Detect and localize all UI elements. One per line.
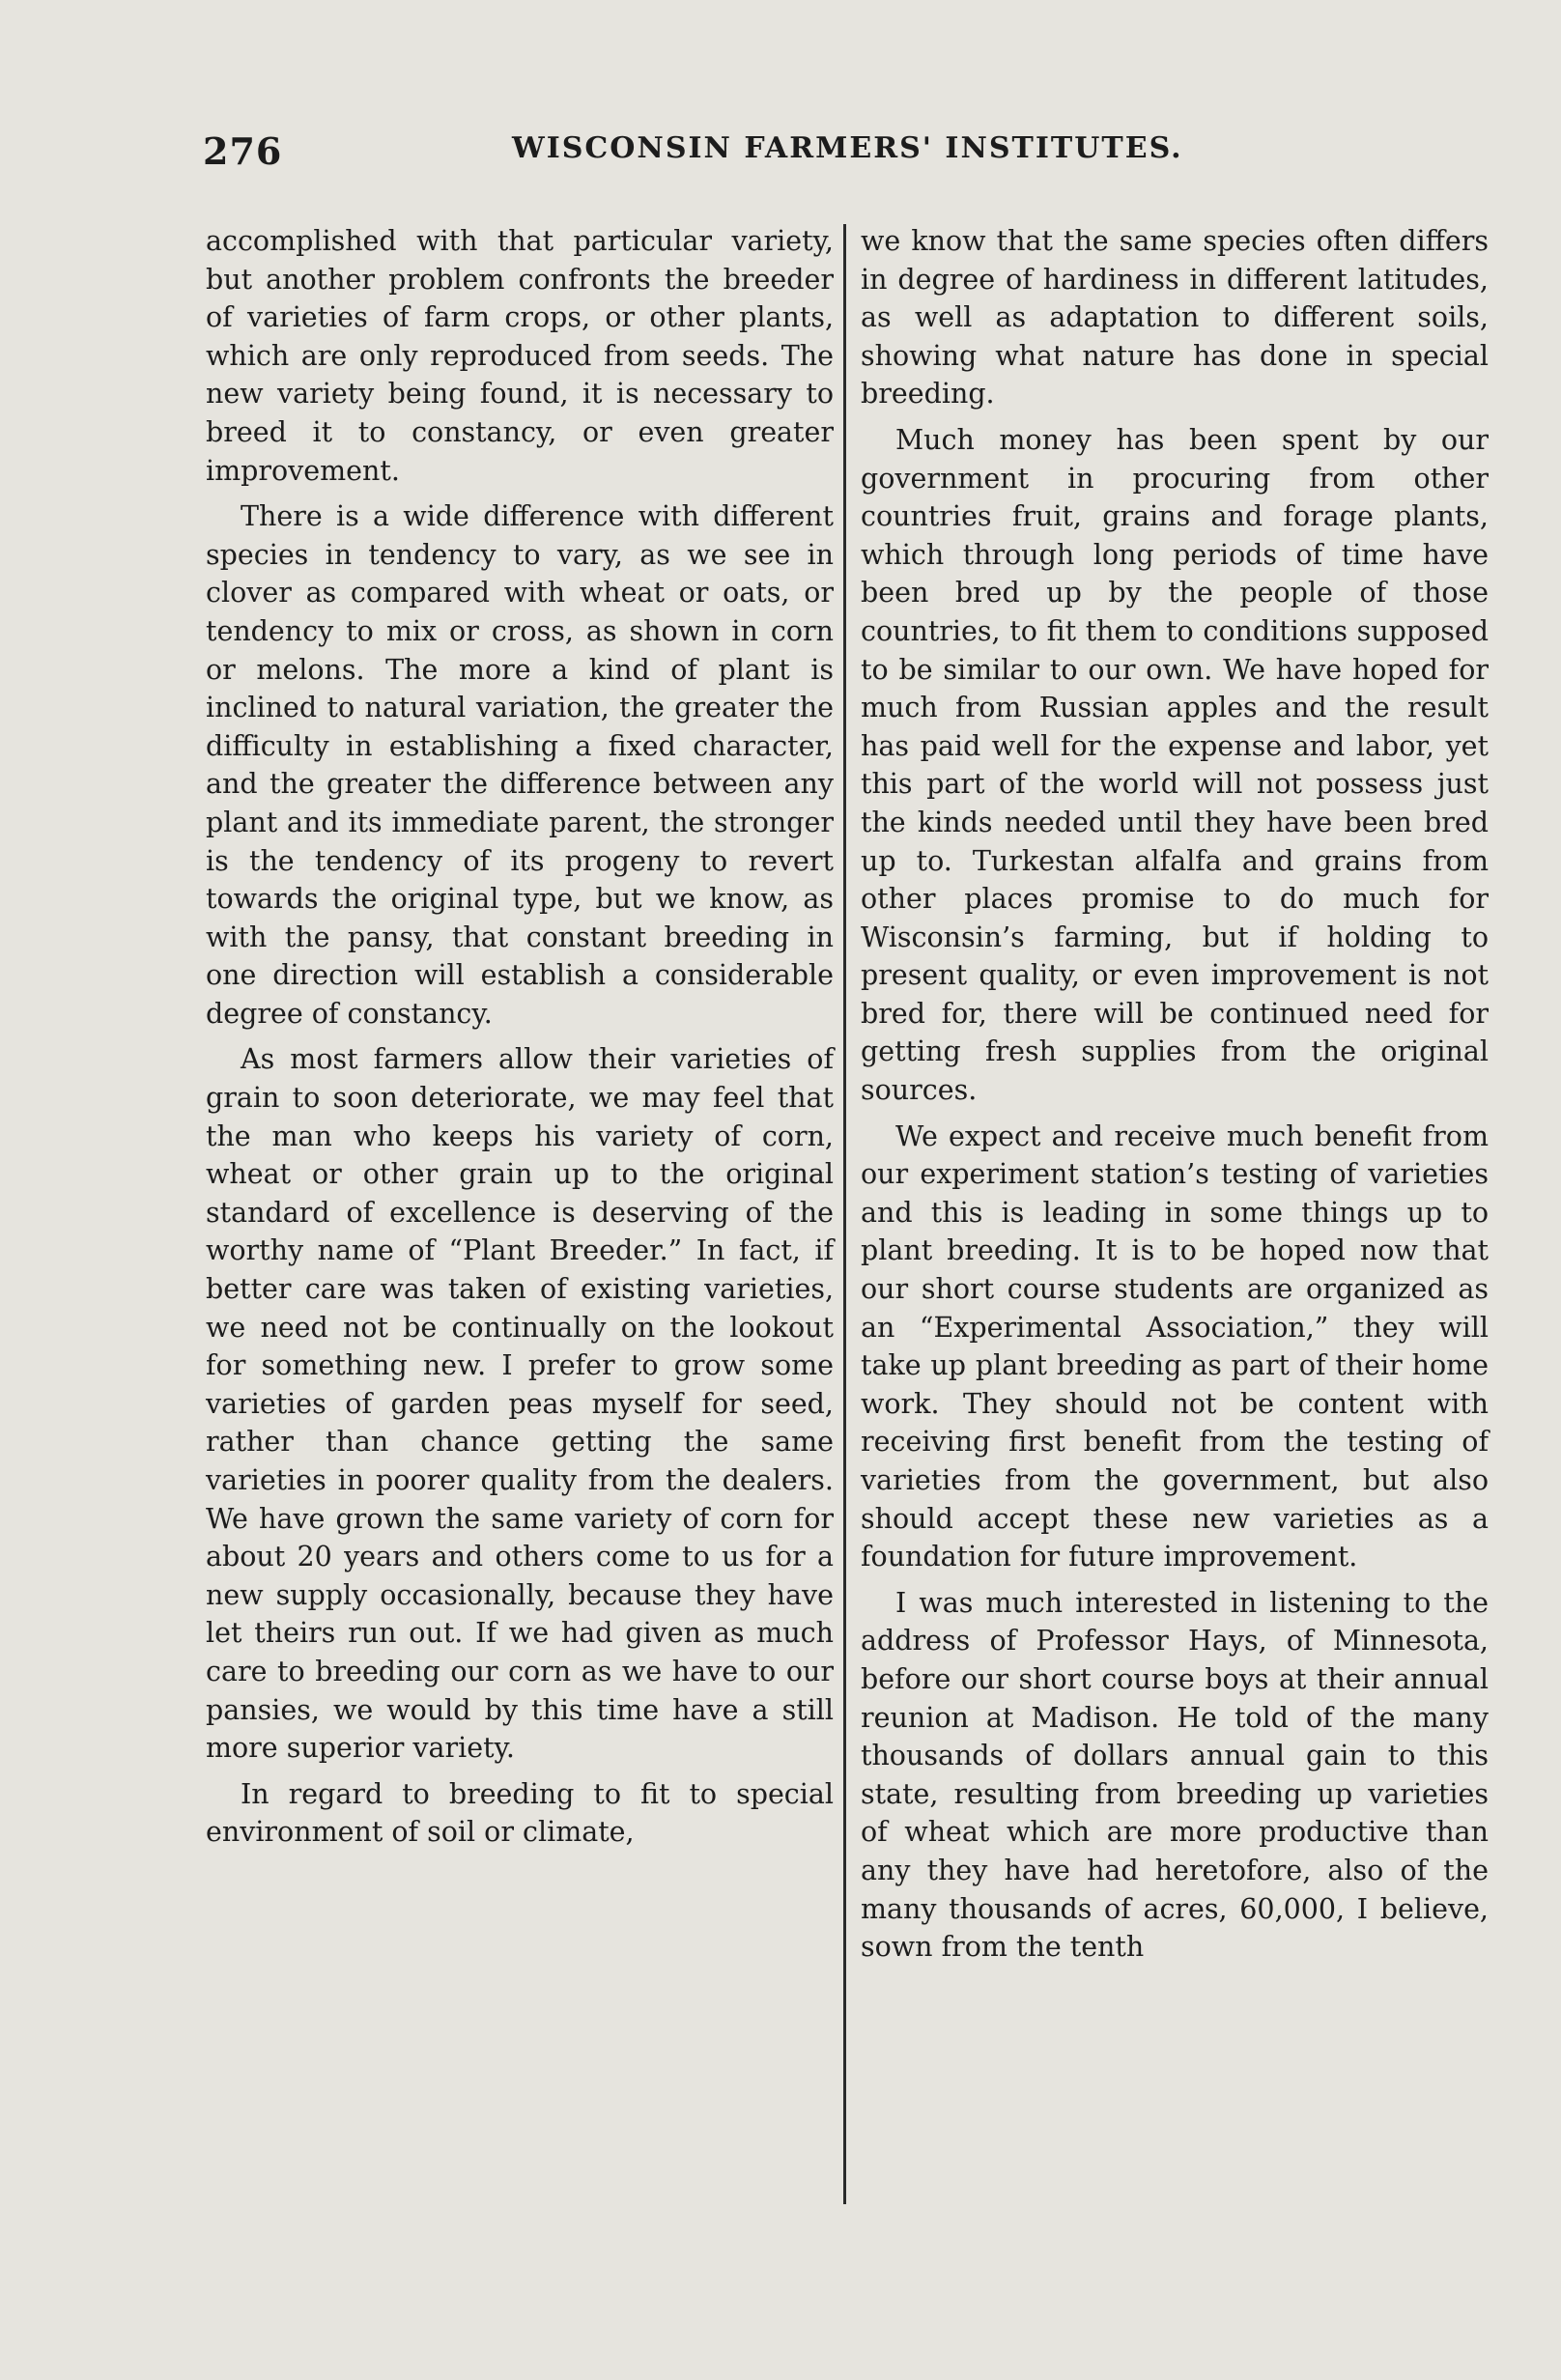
- paragraph: In regard to breeding to fit to special environment of soil or climate,: [206, 1777, 834, 1849]
- paragraph: accomplished with that particular variety, but another problem confronts the breeder of varieties of farm crops, or other plants, which are only reproduced from seeds. The new variety being found, it is necessary to breed it to constancy, or even greater improvement.: [206, 225, 834, 487]
- paragraph: As most farmers allow their varieties of grain to soon deteriorate, we may feel that the man who keeps his variety of corn, wheat or other grain up to the original standard of excellence is deserving of the worthy name of “Plant Breeder.” In fact, if better care was taken of existing varieties, we need not be continually on the lookout for something new. I prefer to grow some varieties of garden peas myself for seed, rather than chance getting the same varieties in poorer quality from the dealers. We have grown the same variety of corn for about 20 years and others come to us for a new supply occasionally, because they have let theirs run out. If we had given as much care to breeding our corn as we have to our pansies, we would by this time have a still more superior variety.: [206, 1043, 834, 1765]
- left-column: [206, 222, 834, 1859]
- paragraph: We expect and receive much benefit from our experiment station’s testing of varieties and this is leading in some things up to plant breeding. It is to be hoped now that our short course students are organized as an “Experimental Association,” they will take up plant breeding as part of their home work. They should not be content with receiving first benefit from the testing of varieties from the government, but also should accept these new varieties as a foundation for future improvement.: [861, 1119, 1489, 1573]
- paragraph: Much money has been spent by our government in procuring from other countries fruit, grains and forage plants, which through long periods of time have been bred up by the people of those countries, to fit them to conditions supposed to be similar to our own. We have hoped for much from Russian apples and the result has paid well for the expense and labor, yet this part of the world will not possess just the kinds needed until they have been bred up to. Turkestan alfalfa and grains from other places promise to do much for Wisconsin’s farming, but if holding to present quality, or even improvement is not bred for, there will be continued need for getting fresh supplies from the original sources.: [861, 423, 1489, 1107]
- column-divider: [843, 224, 846, 2204]
- running-head: [203, 129, 1497, 178]
- paragraph: we know that the same species often differs in degree of hardiness in different latitudes, as well as adaptation to different soils, showing what nature has done in special breeding.: [861, 225, 1489, 411]
- paragraph: There is a wide difference with different species in tendency to vary, as we see in clover as compared with wheat or oats, or tendency to mix or cross, as shown in corn or melons. The more a kind of plant is inclined to natural variation, the greater the difficulty in establishing a fixed character, and the greater the difference between any plant and its immediate parent, the stronger is the tendency of its progeny to revert towards the original type, but we know, as with the pansy, that constant breeding in one direction will establish a considerable degree of constancy.: [206, 500, 834, 1030]
- paragraph: I was much interested in listening to the address of Professor Hays, of Minnesota, before our short course boys at their annual reunion at Madison. He told of the many thousands of dollars annual gain to this state, resulting from breeding up varieties of wheat which are more productive than any they have had heretofore, also of the many thousands of acres, 60,000, I believe, sown from the tenth: [861, 1586, 1489, 1964]
- right-column: [861, 222, 1489, 1974]
- page-number: 276: [203, 129, 283, 173]
- running-title: WISCONSIN FARMERS' INSTITUTES.: [512, 131, 1183, 165]
